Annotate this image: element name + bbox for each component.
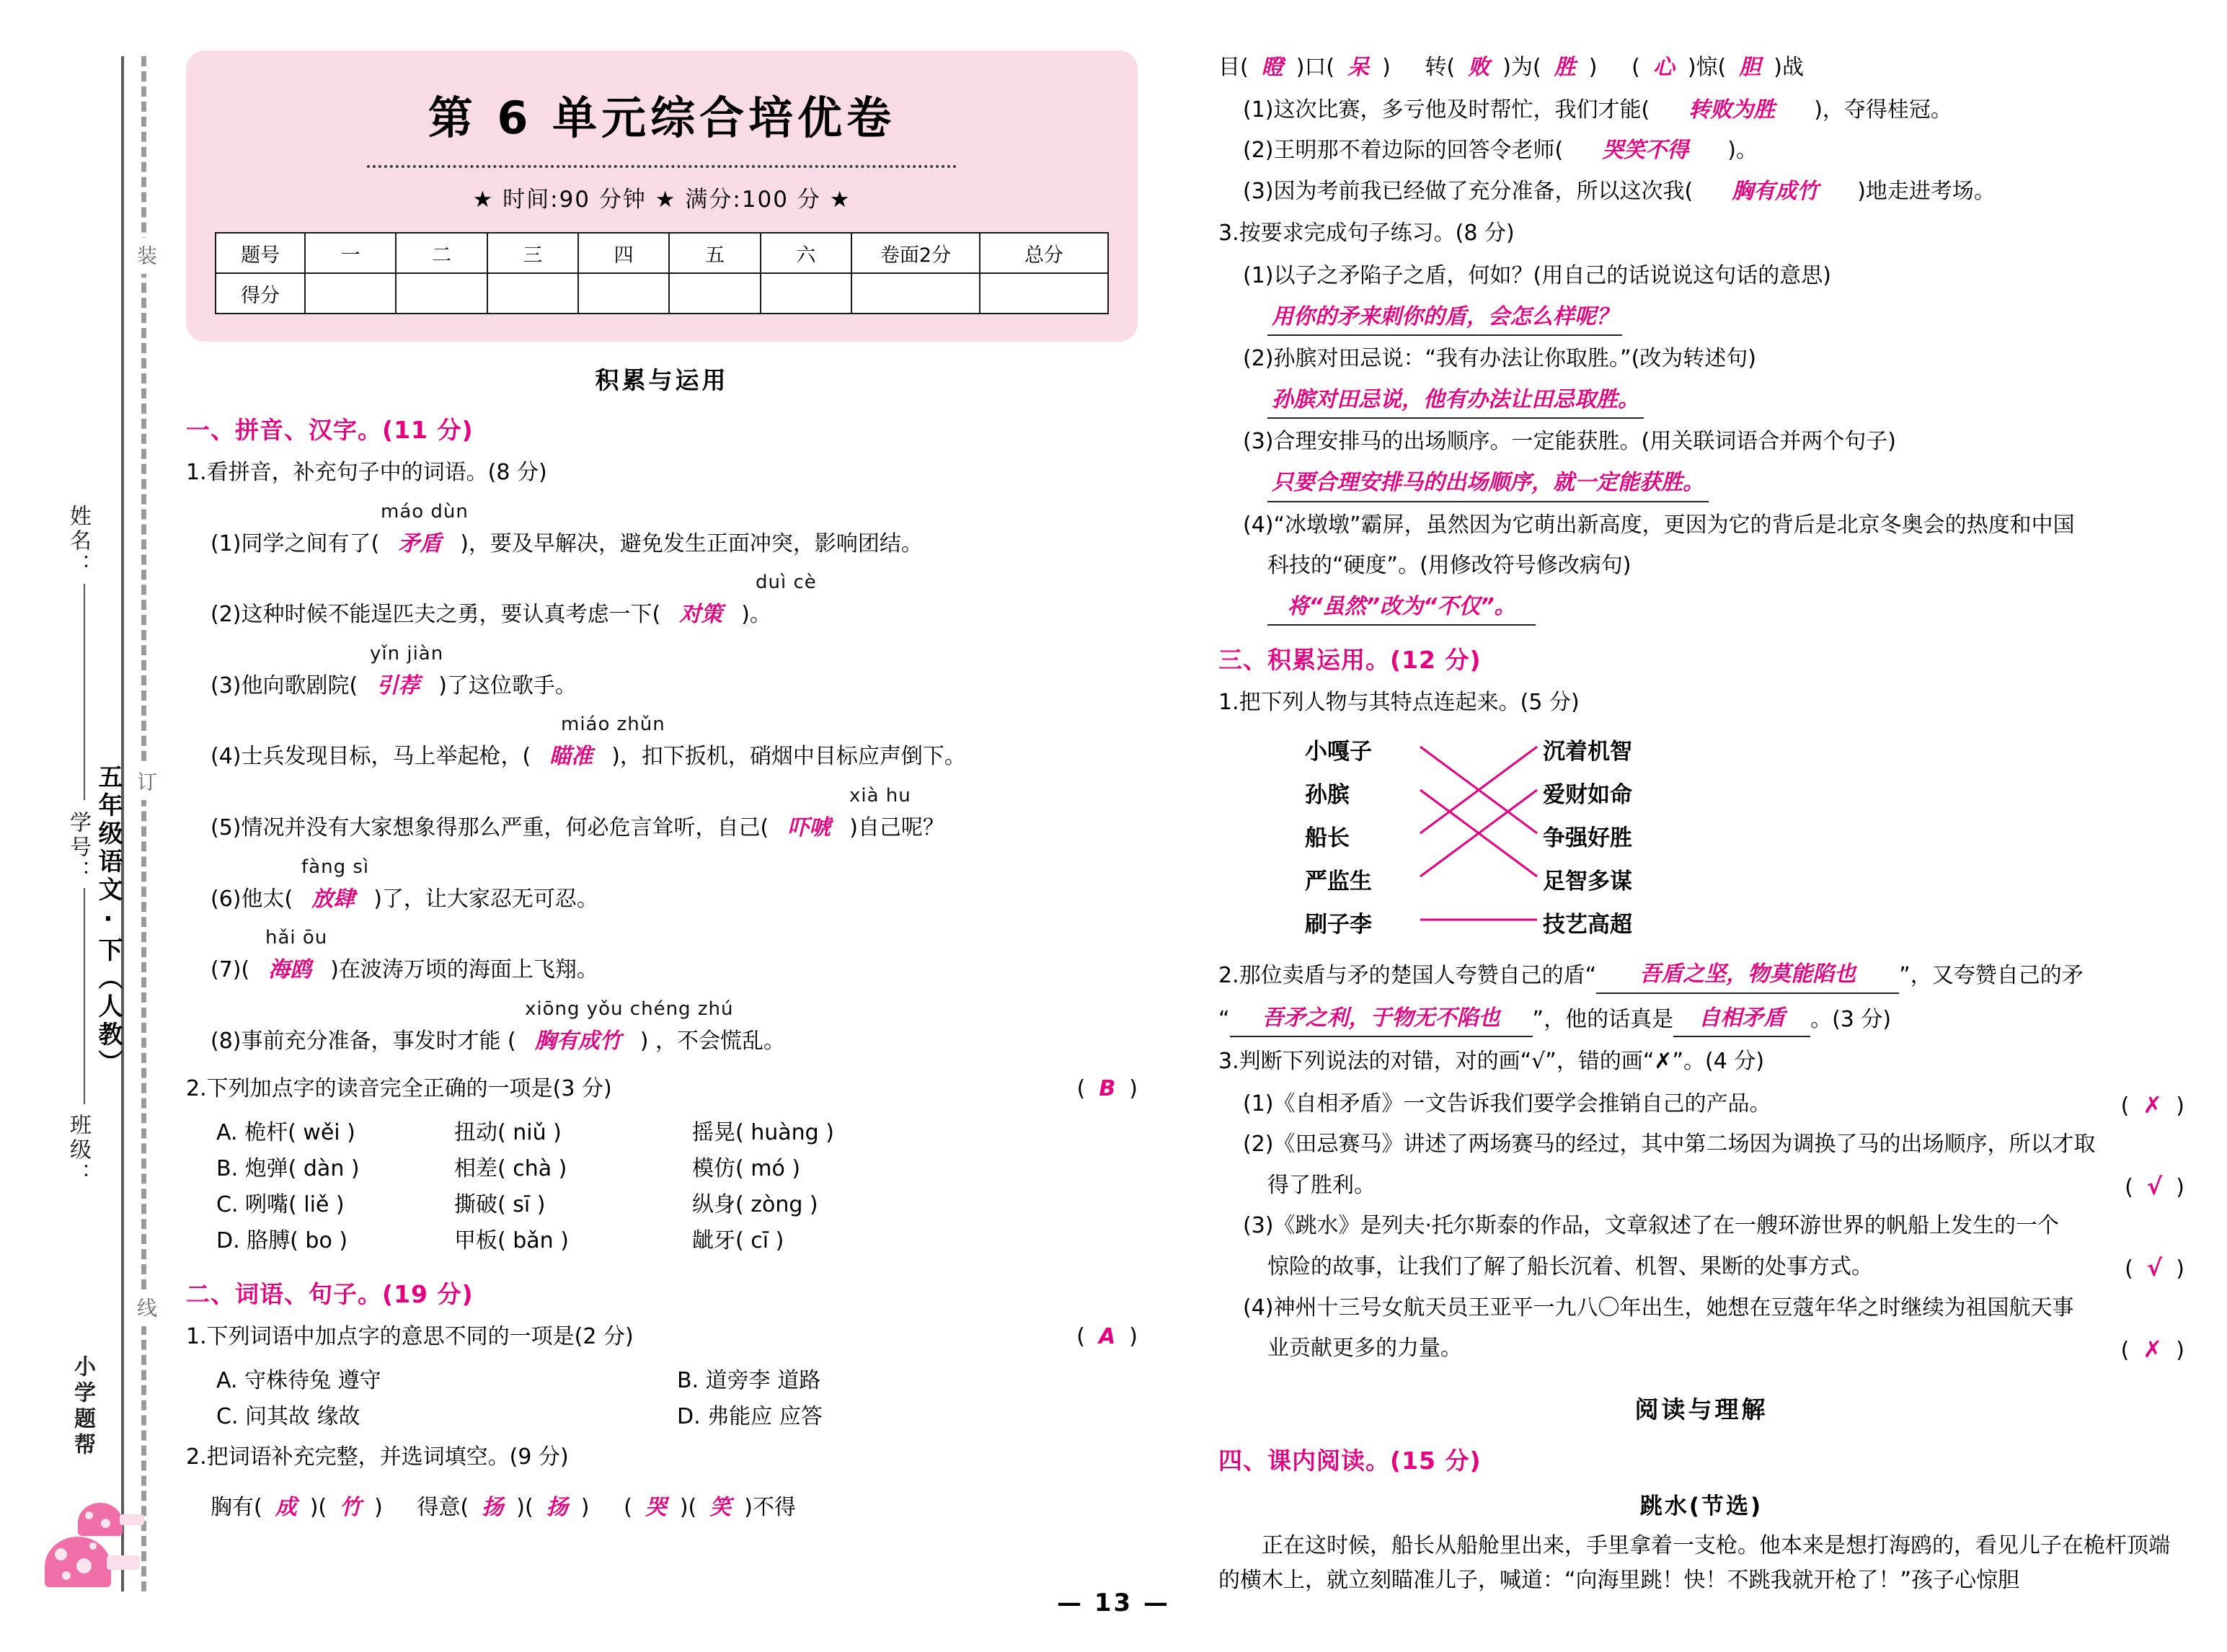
s1-q2-opt-c1[interactable]: C. 咧嘴( liě ) <box>216 1191 345 1217</box>
q1-7-answer[interactable]: 海鸥 <box>268 957 312 983</box>
s2-q1-option-row-2 <box>216 1398 1138 1430</box>
idiom-1-after: ) <box>374 1495 383 1521</box>
score-value-label: 得分 <box>216 273 305 314</box>
exam-meta: ★ 时间:90 分钟 ★ 满分:100 分 ★ <box>472 187 851 213</box>
student-id-rule <box>84 888 85 1104</box>
s2-q2-fill-3 <box>1243 174 2184 210</box>
section-3-heading: 三、积累运用。(12 分) <box>1218 646 1482 675</box>
fill-3-after: )地走进考场。 <box>1857 178 1996 204</box>
s1-q2-stem: 2.下列加点字的读音完全正确的一项是(3 分) <box>186 1076 612 1102</box>
s1-q2-opt-c3[interactable]: 纵身( zòng ) <box>692 1191 818 1217</box>
idiom-5-mid: )为( <box>1502 55 1541 80</box>
s3-q3-text-2b: 得了胜利。 <box>1267 1172 1376 1198</box>
s2-q3-item-1-prompt: (1)以子之矛陷子之盾，何如？(用自己的话说说这句话的意思) <box>1243 262 1831 288</box>
s2-q3-item-1-answer[interactable]: 用你的矛来刺你的盾，会怎么样呢？ <box>1267 300 1622 337</box>
s3-q3-item-2 <box>1243 1127 2184 1163</box>
matching-left-column <box>1305 731 1427 947</box>
s3-q3-mark-4: ✗ <box>2143 1336 2163 1364</box>
s1-q2-option-row-a <box>216 1114 1138 1146</box>
fill-1-after: )，夺得桂冠。 <box>1814 97 1952 123</box>
s3-q2-mid: ”，又夸赞自己的矛 <box>1899 962 2084 988</box>
s3-q2-line2-after: 。(3 分) <box>1810 1006 1892 1032</box>
s1-q2-answer-box[interactable]: ( B ) <box>1076 1076 1138 1102</box>
s3-q3-text-2: (2)《田忌赛马》讲述了两场赛马的经过，其中第二场因为调换了马的出场顺序，所以才取 <box>1243 1132 2096 1158</box>
s3-q3-mark-1: ✗ <box>2143 1091 2163 1119</box>
s1-q1-item-6 <box>186 856 1138 918</box>
match-left-2[interactable]: 船长 <box>1305 825 1350 852</box>
q1-8-before: (8)事前充分准备，事发时才能 ( <box>211 1028 516 1054</box>
score-table-value-row <box>216 273 1108 314</box>
q1-6-after: )了，让大家忍无可忍。 <box>373 886 598 912</box>
s1-q2-opt-a1[interactable]: A. 桅杆( wěi ) <box>216 1119 355 1145</box>
pinyin-3: yǐn jiàn <box>370 642 444 665</box>
score-value-1[interactable] <box>305 273 396 314</box>
q1-2-answer[interactable]: 对策 <box>679 602 723 628</box>
q1-5-answer[interactable]: 吓唬 <box>787 814 831 840</box>
s1-q1-item-1 <box>186 501 1138 562</box>
score-col-3: 三 <box>487 233 578 273</box>
idiom-6-b[interactable]: 胆 <box>1739 55 1761 80</box>
fill-2-answer[interactable]: 哭笑不得 <box>1602 138 1689 164</box>
section-4-heading: 四、课内阅读。(15 分) <box>1218 1446 1482 1475</box>
left-column <box>186 50 1138 1532</box>
s3-q2-before: 2.那位卖盾与矛的楚国人夸赞自己的盾“ <box>1218 962 1597 988</box>
score-col-6: 六 <box>761 233 851 273</box>
score-col-5: 五 <box>669 233 760 273</box>
s3-q3-item-2-cont <box>1267 1168 2184 1204</box>
part-2-title: 阅读与理解 <box>1634 1395 1768 1424</box>
s2-q1-option-row-1 <box>216 1362 1138 1394</box>
s1-q2-opt-a3[interactable]: 摇晃( huàng ) <box>692 1119 834 1145</box>
part-1-title: 积累与运用 <box>595 366 729 394</box>
s2-q2-stem: 2.把词语补充完整，并选词填空。(9 分) <box>186 1444 569 1470</box>
s3-q1-stem: 1.把下列人物与其特点连起来。(5 分) <box>1218 690 1580 716</box>
fill-3-before: (3)因为考前我已经做了充分准备，所以这次我( <box>1243 178 1694 204</box>
idiom-2-after: ) <box>580 1495 590 1521</box>
matching-right-column <box>1543 731 1716 947</box>
page-title: 第 6 单元综合培优卷 <box>428 92 896 144</box>
idiom-5-b[interactable]: 胜 <box>1554 55 1576 80</box>
score-value-4[interactable] <box>578 273 669 314</box>
brand-label: 小学题帮 <box>70 1355 95 1459</box>
score-table <box>215 232 1109 314</box>
pinyin-7: hǎi ōu <box>265 927 328 949</box>
page-number: — 13 — <box>1057 1589 1170 1617</box>
s2-q1-stem-row <box>186 1320 1138 1355</box>
q1-2-before: (2)这种时候不能逞匹夫之勇，要认真考虑一下( <box>211 602 661 628</box>
idiom-1-mid: )( <box>309 1495 327 1521</box>
section-1-heading: 一、拼音、汉字。(11 分) <box>186 416 474 444</box>
idiom-1-a[interactable]: 成 <box>275 1495 297 1521</box>
s2-q3-item-3-prompt: (3)合理安排马的出场顺序。一定能获胜。(用关联词语合并两个句子) <box>1243 429 1896 455</box>
match-right-2[interactable]: 争强好胜 <box>1543 825 1632 852</box>
student-name-label: 姓名： <box>66 505 91 578</box>
idiom-4-mid: )口( <box>1296 55 1335 80</box>
score-value-5[interactable] <box>669 273 760 314</box>
s1-q1-item-3 <box>186 643 1138 704</box>
exam-header-card <box>186 50 1138 342</box>
right-column <box>1218 50 2184 1603</box>
q1-7-after: )在波涛万顷的海面上飞翔。 <box>330 957 598 983</box>
pinyin-1: máo dùn <box>381 500 469 523</box>
s3-q3-stem: 3.判断下列说法的对错，对的画“√”，错的画“✗”。(4 分) <box>1218 1049 1765 1075</box>
s2-q3-item-4-answer[interactable]: 将“虽然”改为“不仅”。 <box>1267 590 1536 626</box>
s1-q2-opt-d2[interactable]: 甲板( bǎn ) <box>454 1227 569 1253</box>
s2-q3-item-4-prompt-cont: 科技的“硬度”。(用修改符号修改病句) <box>1267 553 1631 579</box>
s1-q2-opt-d1[interactable]: D. 胳膊( bo ) <box>216 1227 348 1253</box>
s3-q3-text-4: (4)神州十三号女航天员王亚平一九八〇年出生，她想在豆蔻年华之时继续为祖国航天事 <box>1243 1294 2074 1320</box>
s2-q1-opt-d[interactable]: D. 弗能应 应答 <box>677 1403 823 1429</box>
idiom-3-a[interactable]: 哭 <box>645 1495 667 1521</box>
s1-q1-item-8 <box>186 998 1138 1060</box>
q1-8-after: ) ，不会慌乱。 <box>639 1028 785 1054</box>
mushroom-icon-small <box>78 1503 123 1536</box>
match-left-4[interactable]: 刷子李 <box>1305 912 1372 938</box>
s3-q2-line2-before: “ <box>1218 1006 1230 1032</box>
student-id-label: 学号： <box>66 811 91 884</box>
s2-q3-item-2-prompt: (2)孙膑对田忌说：“我有办法让你取胜。”(改为转述句) <box>1243 346 1756 372</box>
s3-q3-item-1 <box>1243 1087 2184 1122</box>
s2-q1-opt-a[interactable]: A. 守株待兔 遵守 <box>216 1367 381 1393</box>
s2-q1-answer: A <box>1099 1323 1116 1349</box>
idiom-4-before: 目( <box>1218 55 1249 80</box>
s2-q1-answer-box[interactable]: ( A ) <box>1076 1323 1138 1349</box>
s1-q2-opt-d3[interactable]: 龇牙( cī ) <box>692 1227 784 1253</box>
idiom-5-before: 转( <box>1425 55 1456 80</box>
s1-q1-stem: 1.看拼音，补充句子中的词语。(8 分) <box>186 460 547 485</box>
s2-q3-item-2-answer[interactable]: 孙膑对田忌说，他有办法让田忌取胜。 <box>1267 383 1644 419</box>
q1-3-before: (3)他向歌剧院( <box>211 672 358 698</box>
q1-6-before: (6)他太( <box>211 886 293 912</box>
q1-3-after: )了这位歌手。 <box>438 672 577 698</box>
idiom-2-mid: )( <box>516 1495 533 1521</box>
idiom-3-before: ( <box>624 1495 632 1521</box>
idiom-3-after: )不得 <box>744 1495 796 1521</box>
match-left-0[interactable]: 小嘎子 <box>1305 739 1372 765</box>
q1-2-after: )。 <box>741 602 771 628</box>
s1-q2-option-row-d <box>216 1222 1138 1254</box>
seal-word-xian: 线 <box>127 1290 160 1326</box>
s2-q3-item-3-answer-line <box>1267 466 2184 502</box>
s3-q3-item-4-cont <box>1267 1331 2184 1367</box>
q1-8-answer[interactable]: 胸有成竹 <box>534 1028 621 1054</box>
score-value-3[interactable] <box>487 273 578 314</box>
s3-q3-text-4b: 业贡献更多的力量。 <box>1267 1336 1462 1362</box>
q1-5-before: (5)情况并没有大家想象得那么严重，何必危言耸听，自己( <box>211 814 769 840</box>
binding-rail-dashed <box>141 56 146 1591</box>
passage-title: 跳水(节选) <box>1639 1493 1763 1519</box>
s3-q3-text-3b: 惊险的故事，让我们了解了船长沉着、机智、果断的处事方式。 <box>1267 1254 1873 1280</box>
fill-3-answer[interactable]: 胸有成竹 <box>1732 178 1819 204</box>
fill-2-before: (2)王明那不着边际的回答令老师( <box>1243 138 1564 164</box>
score-col-presentation: 卷面2分 <box>851 233 980 273</box>
s3-q3-mark-3: √ <box>2146 1254 2163 1282</box>
pinyin-2: duì cè <box>756 572 817 594</box>
s3-q3-text-3: (3)《跳水》是列夫·托尔斯泰的作品，文章叙述了在一艘环游世界的帆船上发生的一个 <box>1243 1213 2060 1239</box>
idiom-5-a[interactable]: 败 <box>1468 55 1490 80</box>
fill-2-after: )。 <box>1727 138 1758 164</box>
idiom-6-before: ( <box>1631 55 1640 80</box>
s1-q1-item-2 <box>186 572 1138 633</box>
matching-exercise[interactable] <box>1305 731 1694 947</box>
idiom-6-mid: )惊( <box>1687 55 1727 80</box>
score-table-header-row <box>216 233 1108 273</box>
pinyin-5: xià hu <box>849 784 911 807</box>
s3-q3-mark-2: √ <box>2146 1172 2163 1200</box>
s2-q3-stem: 3.按要求完成句子练习。(8 分) <box>1218 221 1515 247</box>
score-col-2: 二 <box>396 233 487 273</box>
student-class-label: 班级： <box>66 1114 91 1187</box>
s3-q2-line-1 <box>1218 957 2184 994</box>
s1-q2-opt-b3[interactable]: 模仿( mó ) <box>692 1155 801 1181</box>
idiom-2-b[interactable]: 扬 <box>546 1495 568 1521</box>
s3-q3-item-3 <box>1243 1209 2184 1244</box>
s2-q2-fill-2 <box>1243 133 2184 169</box>
s2-q3-item-4-answer-line <box>1267 590 2184 626</box>
s1-q2-opt-b2[interactable]: 相差( chà ) <box>454 1155 567 1181</box>
section-2-heading: 二、词语、句子。(19 分) <box>186 1279 474 1308</box>
match-left-3[interactable]: 严监生 <box>1305 869 1372 895</box>
s3-q3-item-4 <box>1243 1291 2184 1326</box>
q1-1-after: )，要及早解决，避免发生正面冲突，影响团结。 <box>460 530 923 556</box>
q1-5-after: )自己呢？ <box>849 814 944 840</box>
s3-q3-mark-4-box[interactable]: ( ✗ ) <box>2120 1336 2184 1364</box>
q1-3-answer[interactable]: 引荐 <box>376 672 420 698</box>
idiom-3-mid: )( <box>679 1495 697 1521</box>
s2-q2-idiom-line-1 <box>211 1491 1138 1526</box>
score-value-total[interactable] <box>980 273 1108 314</box>
s1-q2-answer: B <box>1099 1076 1116 1102</box>
pinyin-6: fàng sì <box>301 856 370 878</box>
s1-q2-option-row-c <box>216 1186 1138 1218</box>
s2-q3-item-1-answer-line <box>1267 300 2184 337</box>
score-value-presentation[interactable] <box>851 273 980 314</box>
student-name-rule <box>84 584 85 800</box>
divider-dots <box>367 165 957 168</box>
s2-q1-opt-c[interactable]: C. 问其故 缘故 <box>216 1403 360 1429</box>
s2-q2-idiom-line-2 <box>1218 50 2184 86</box>
s3-q3-mark-1-box[interactable]: ( ✗ ) <box>2120 1091 2184 1119</box>
s2-q3-item-2-answer-line <box>1267 383 2184 419</box>
s1-q1-item-4 <box>186 714 1138 775</box>
match-right-4[interactable]: 技艺高超 <box>1543 912 1632 938</box>
score-label-cell: 题号 <box>216 233 305 273</box>
pinyin-8: xiōng yǒu chéng zhú <box>525 998 734 1020</box>
match-right-0[interactable]: 沉着机智 <box>1543 739 1632 765</box>
idiom-2-a[interactable]: 扬 <box>482 1495 504 1521</box>
s3-q2-answer-1[interactable]: 吾盾之坚，物莫能陷也 <box>1596 957 1899 994</box>
s1-q2-opt-c2[interactable]: 撕破( sī ) <box>454 1191 546 1217</box>
s1-q1-item-5 <box>186 785 1138 846</box>
seal-word-ding: 订 <box>127 764 160 800</box>
q1-4-after: )，扣下扳机，硝烟中目标应声倒下。 <box>611 744 966 770</box>
score-value-6[interactable] <box>761 273 851 314</box>
q1-1-before: (1)同学之间有了( <box>211 530 380 556</box>
q1-4-before: (4)士兵发现目标，马上举起枪，( <box>211 744 531 770</box>
idiom-2-before: 得意( <box>417 1495 469 1521</box>
pinyin-4: miáo zhǔn <box>561 714 665 736</box>
match-left-1[interactable]: 孙膑 <box>1305 782 1350 809</box>
s2-q1-opt-b[interactable]: B. 道旁李 道路 <box>677 1367 821 1393</box>
score-col-4: 四 <box>578 233 669 273</box>
s3-q2-line2-mid: ”，他的话真是 <box>1532 1006 1674 1032</box>
s3-q3-mark-3-box[interactable]: ( √ ) <box>2125 1254 2184 1282</box>
s2-q1-stem: 1.下列词语中加点字的意思不同的一项是(2 分) <box>186 1323 634 1349</box>
q1-7-before: (7)( <box>211 957 250 983</box>
s3-q2-answer-3[interactable]: 自相矛盾 <box>1673 1001 1810 1038</box>
q1-4-answer[interactable]: 瞄准 <box>549 744 593 770</box>
idiom-1-b[interactable]: 竹 <box>340 1495 362 1521</box>
s2-q2-fill-1 <box>1243 93 2184 128</box>
idiom-1-before: 胸有( <box>211 1495 262 1521</box>
idiom-4-a[interactable]: 瞪 <box>1261 55 1283 80</box>
s3-q2-answer-2[interactable]: 吾矛之利，于物无不陷也 <box>1230 1001 1533 1038</box>
q1-6-answer[interactable]: 放肆 <box>311 886 355 912</box>
s2-q3-item-3-answer[interactable]: 只要合理安排马的出场顺序，就一定能获胜。 <box>1267 466 1709 502</box>
match-right-3[interactable]: 足智多谋 <box>1543 869 1632 895</box>
s1-q2-stem-row <box>186 1072 1138 1107</box>
idiom-4-b[interactable]: 呆 <box>1347 55 1370 80</box>
fill-1-answer[interactable]: 转败为胜 <box>1688 97 1776 123</box>
s1-q2-option-row-b <box>216 1150 1138 1182</box>
passage-paragraph: 正在这时候，船长从船舱里出来，手里拿着一支枪。他本来是想打海鸥的，看见儿子在桅杆顶端的横木上，就立刻瞄准儿子，喊道：“向海里跳！快！不跳我就开枪了！”孩子心惊胆 <box>1218 1532 2170 1594</box>
idiom-4-after: ) <box>1382 55 1391 80</box>
score-value-2[interactable] <box>396 273 487 314</box>
subject-label: 五年级语文·下（人教） <box>94 764 123 1078</box>
seal-word-zhuang: 装 <box>127 238 160 274</box>
idiom-3-b[interactable]: 笑 <box>709 1495 732 1521</box>
s3-q2-line-2 <box>1218 1001 2184 1038</box>
idiom-6-after: )战 <box>1774 55 1804 80</box>
fill-1-before: (1)这次比赛，多亏他及时帮忙，我们才能( <box>1243 97 1650 123</box>
s1-q1-item-7 <box>186 927 1138 988</box>
s3-q3-mark-2-box[interactable]: ( √ ) <box>2125 1172 2184 1200</box>
mushroom-icon-large <box>45 1537 111 1587</box>
s1-q2-opt-a2[interactable]: 扭动( niǔ ) <box>454 1119 562 1145</box>
q1-1-answer[interactable]: 矛盾 <box>398 530 442 556</box>
score-col-1: 一 <box>305 233 396 273</box>
s3-q3-item-3-cont <box>1267 1250 2184 1285</box>
score-col-total: 总分 <box>980 233 1108 273</box>
s3-q3-text-1: (1)《自相矛盾》一文告诉我们要学会推销自己的产品。 <box>1243 1091 1771 1116</box>
idiom-6-a[interactable]: 心 <box>1652 55 1675 80</box>
match-right-1[interactable]: 爱财如命 <box>1543 782 1632 809</box>
s2-q3-item-4-prompt: (4)“冰墩墩”霸屏，虽然因为它萌出新高度，更因为它的背后是北京冬奥会的热度和中国 <box>1243 512 2075 538</box>
idiom-5-after: ) <box>1588 55 1598 80</box>
s1-q2-opt-b1[interactable]: B. 炮弹( dàn ) <box>216 1155 360 1181</box>
